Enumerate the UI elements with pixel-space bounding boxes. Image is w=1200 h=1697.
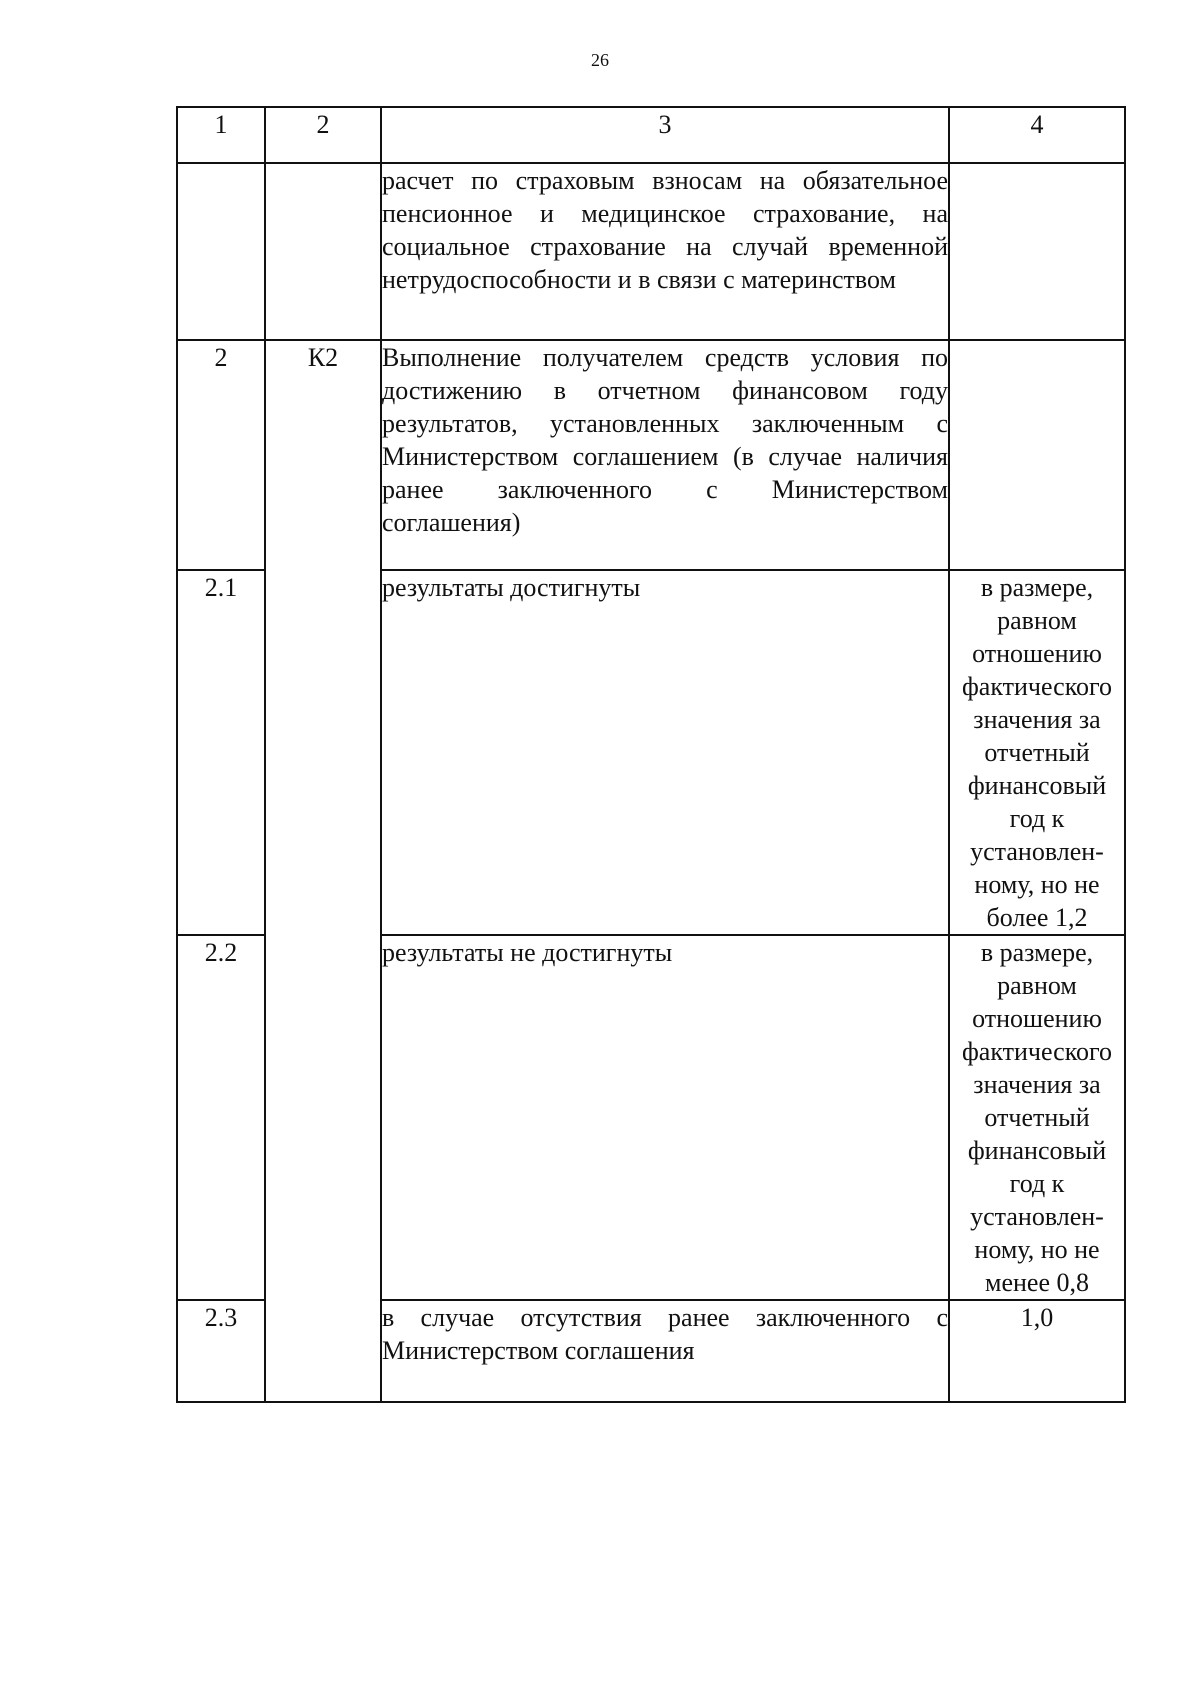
page-number: 26 xyxy=(591,50,609,70)
row-number: 2.3 xyxy=(177,1300,265,1402)
row-coefficient xyxy=(949,163,1125,340)
row-number: 2.1 xyxy=(177,570,265,935)
row-coefficient: в размере, равном отношению фактического значения за отчетный финансовый год к установлен-ному, но не менее 0,8 xyxy=(949,935,1125,1300)
row-description-text: Выполнение получателем средств условия по достижению в отчетном финансовом году результатов, установленных заключенным с Министерством соглашением (в случае наличия ранее заключенного с Министерством соглашения) xyxy=(382,343,948,537)
table-row xyxy=(177,340,1125,570)
row-coefficient xyxy=(949,340,1125,570)
row-description-text: результаты не достигнуты xyxy=(382,938,673,967)
table-row xyxy=(177,163,1125,340)
row-description xyxy=(381,935,949,1300)
row-code xyxy=(265,163,381,340)
row-description-text: в случае отсутствия ранее заключенного с Министерством соглашения xyxy=(382,1303,948,1365)
row-description xyxy=(381,570,949,935)
row-coefficient: 1,0 xyxy=(949,1300,1125,1402)
header-col-2: 2 xyxy=(265,107,381,163)
row-description xyxy=(381,1300,949,1402)
header-col-3: 3 xyxy=(381,107,949,163)
row-description xyxy=(381,340,949,570)
row-description-text: результаты достигнуты xyxy=(382,573,641,602)
table-header-row xyxy=(177,107,1125,163)
row-number: 2 xyxy=(177,340,265,570)
header-col-1: 1 xyxy=(177,107,265,163)
row-description xyxy=(381,163,949,340)
header-col-4: 4 xyxy=(949,107,1125,163)
row-number xyxy=(177,163,265,340)
row-number: 2.2 xyxy=(177,935,265,1300)
row-coefficient: в размере, равном отношению фактического значения за отчетный финансовый год к установлен-ному, но не более 1,2 xyxy=(949,570,1125,935)
row-description-text: расчет по страховым взносам на обязательное пенсионное и медицинское страхование, на социальное страхование на случай временной нетрудоспособности и в связи с материнством xyxy=(382,166,948,294)
row-code: К2 xyxy=(265,340,381,1402)
coefficients-table xyxy=(176,106,1126,1403)
